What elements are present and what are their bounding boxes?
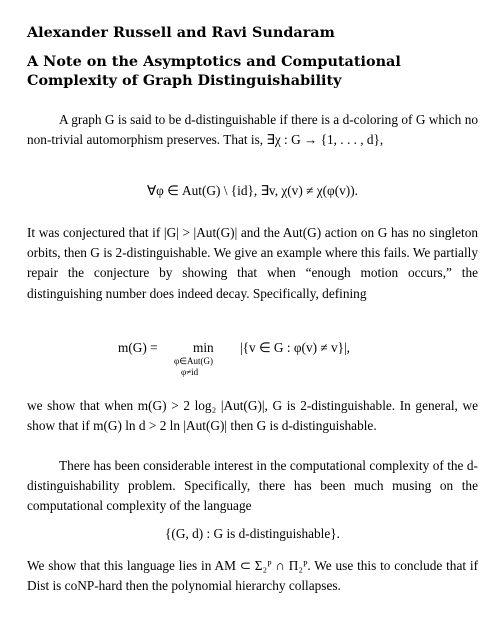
abstract-paragraph-5: We show that this language lies in AM ⊂ Σ₂ᴾ ∩ Π₂ᴾ. We use this to conclude that if Dist is coNP-hard then the polynomial hierarchy collapses. [27, 558, 478, 594]
equation-min-lhs: m(G) = [118, 340, 158, 355]
abstract-paragraph-4: There has been considerable interest in the computational complexity of the d-distinguishability problem. Specifically, there has been much musing on the computational complexity of the language [27, 458, 478, 514]
authors: Alexander Russell and Ravi Sundaram [27, 24, 335, 41]
equation-min-motion [118, 332, 418, 380]
abstract-paragraph-2: It was conjectured that if |G| > |Aut(G)| and the Aut(G) action on G has no singleton orbits, then G is 2-distinguishable. We give an example where this fails. We partially repair the conjecture by showing that when “enough motion occurs,” the distinguishing number does indeed decay. Specifically, defining [27, 225, 478, 301]
paper-title: A Note on the Asymptotics and Computational Complexity of Graph Distinguishability [27, 53, 401, 89]
abstract-paragraph-3: we show that when m(G) > 2 log₂ |Aut(G)|, G is 2-distinguishable. In general, we show that if m(G) ln d > 2 ln |Aut(G)| then G is d-distinguishable. [27, 398, 478, 434]
equation-language: {(G, d) : G is d-distinguishable}. [165, 526, 340, 541]
equation-min-rhs: |{v ∈ G : φ(v) ≠ v}|, [240, 340, 351, 355]
equation-min-subscript-1: φ∈Aut(G) [174, 356, 214, 366]
equation-min-operator: min [193, 340, 214, 355]
equation-min-subscript-2: φ≠id [181, 367, 199, 377]
equation-automorphism: ∀φ ∈ Aut(G) \ {id}, ∃v, χ(v) ≠ χ(φ(v)). [147, 183, 358, 198]
abstract-paragraph-1: A graph G is said to be d-distinguishable if there is a d-coloring of G which no non-trivial automorphism preserves. That is, ∃χ : G → {1, . . . , d}, [27, 112, 478, 148]
